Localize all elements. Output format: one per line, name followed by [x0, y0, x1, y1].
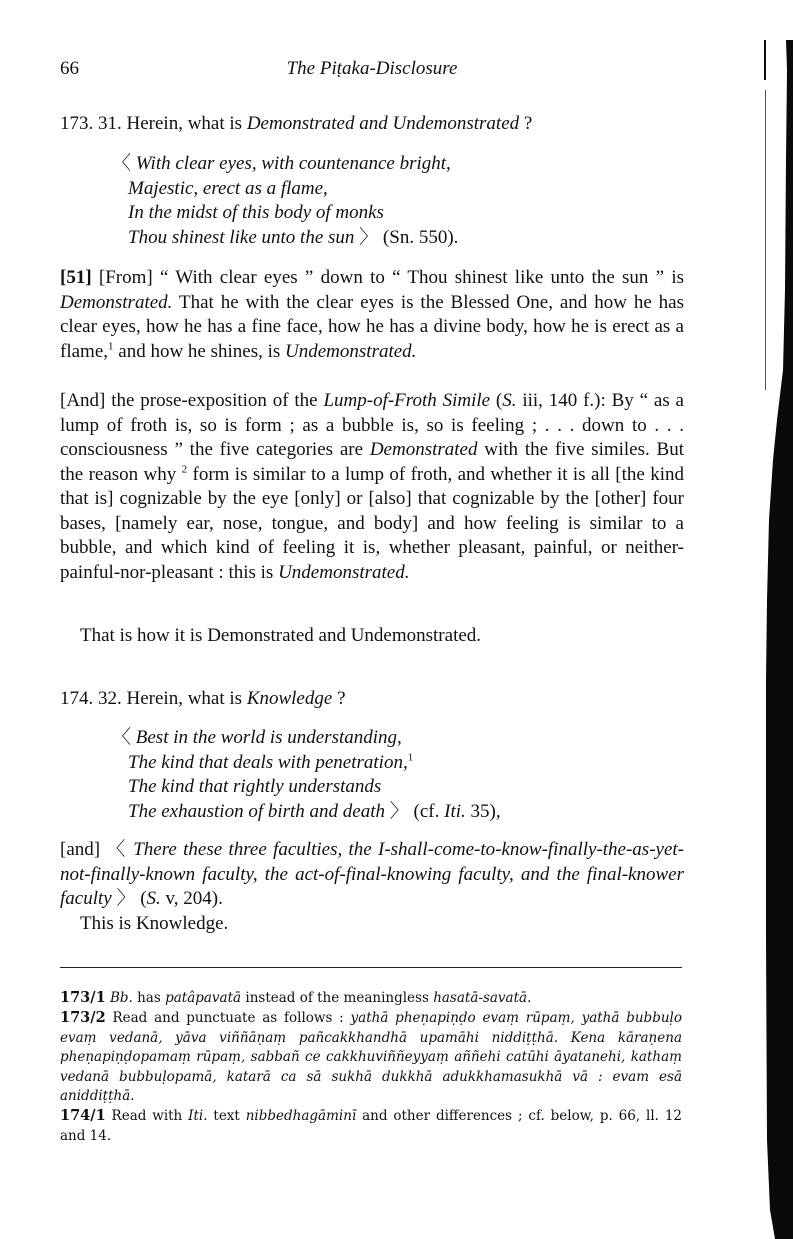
footnote-173-2 — [60, 1008, 682, 1107]
footnote-label: 173/1 — [60, 989, 106, 1006]
fn-text: Bb. — [109, 990, 133, 1006]
term-demonstrated: Demonstrated — [369, 439, 478, 460]
fn-text: yathā pheṇapiṇḍo evaṃ rūpaṃ, yathā bubbuḷo evaṃ vedanā, yāva viññāṇaṃ pañcakkhandhā upamāhi niddiṭṭhā. Kena kāraṇena pheṇapiṇḍopamaṃ rūpaṃ, sabbañ ce cakkhuviññeyyaṃ aññehi catūhi āyatanehi, kathaṃ vedanā bubbuḷopamā, katarā ca sā sukhā dukkhā adukkhamasukhā vā : evam esā aniddiṭṭhā. — [60, 1010, 682, 1105]
ref-abbrev: S. — [146, 888, 161, 909]
page-number: 66 — [60, 58, 79, 79]
angle-open: 〈 — [112, 153, 136, 174]
conclusion-174: This is Knowledge. — [80, 913, 229, 934]
heading-term: Demonstrated and Undemonstrated — [246, 113, 520, 134]
fn-text: nibbedhagāminī — [245, 1108, 357, 1124]
verse-reference: (Sn. 550). — [382, 226, 459, 248]
work-title: Lump-of-Froth Simile — [323, 390, 491, 411]
para-text: [and] 〈 — [60, 839, 134, 860]
para-text: v, 204). — [160, 888, 223, 909]
footnote-173-1 — [60, 988, 682, 1009]
quoted-passage: There these three faculties, the I-shall-come-to-know-finally-the-as-yet-not-finally-known faculty, the act-of-final-knowing faculty, and the final-knower faculty — [60, 839, 685, 909]
fn-text: hasatā-savatā — [433, 990, 528, 1006]
para-text: That he with the clear eyes is the Blessed One, and how he has clear eyes, how he has a fine face, how he has a divine body, how he is erect as a flame, — [60, 291, 684, 362]
page-edge-shadow — [753, 40, 793, 1239]
verse-line: The exhaustion of birth and death — [128, 800, 386, 822]
para-text: [From] “ With clear eyes ” down to “ Thou shinest like unto the sun ” is — [91, 267, 684, 288]
verse-reference: (cf. — [413, 800, 445, 822]
page-marker: [51] — [60, 267, 92, 288]
para-text: 〉 ( — [111, 888, 147, 909]
term-undemonstrated: Undemonstrated. — [278, 561, 410, 583]
running-title: The Piṭaka-Disclosure — [286, 58, 458, 79]
heading-text: 174. 32. Herein, what is — [60, 688, 247, 709]
fn-text: and other differences ; cf. below, p. 66, ll. 12 and 14. — [60, 1108, 682, 1144]
reference-work: Iti. — [444, 800, 466, 822]
verse-line: Majestic, erect as a flame, — [128, 177, 328, 199]
heading-term: Knowledge — [246, 688, 333, 709]
paragraph-174-1 — [60, 838, 684, 912]
footnote-ref[interactable]: 2 — [181, 463, 188, 476]
fn-text: Iti. — [188, 1108, 208, 1124]
angle-close: 〉 — [354, 226, 383, 248]
fn-text: Read and punctuate as follows : — [105, 1010, 351, 1026]
footnote-label: 173/2 — [60, 1009, 106, 1026]
footnote-divider — [60, 967, 682, 968]
verse-line: The kind that deals with penetration, — [128, 751, 408, 773]
section-174-heading — [60, 687, 684, 712]
running-header — [60, 58, 684, 86]
verse-reference: 35), — [465, 800, 501, 822]
para-text: form is similar to a lump of froth, and whether it is all [the kind that is] cognizable by the eye [only] or [also] that cognizable by the [other] four bases, [namely ear, nose, tongue, and body] and how feeling is similar to a bubble, and which kind of feeling it is, whether pleasant, painful, or neither-painful-nor-pleasant : this is — [60, 463, 684, 583]
para-text: ( — [490, 390, 503, 411]
heading-suffix: ? — [519, 113, 533, 134]
para-text: with the five similes. But the reason why — [60, 439, 684, 485]
section-173-heading — [60, 112, 684, 137]
paragraph-173-1 — [60, 266, 684, 364]
para-text: [And] the prose-exposition of the — [60, 390, 324, 411]
fn-text: . — [527, 990, 532, 1006]
verse-173 — [112, 152, 458, 250]
footnote-ref[interactable]: 1 — [108, 340, 114, 353]
heading-suffix: ? — [332, 688, 346, 709]
fn-text: patâpavatā — [165, 990, 242, 1006]
term-demonstrated: Demonstrated. — [60, 291, 173, 313]
angle-close: 〉 — [385, 800, 414, 822]
para-text: and how he shines, is — [113, 340, 286, 362]
fn-text: instead of the meaningless — [241, 990, 434, 1006]
ref-abbrev: S. — [502, 390, 517, 411]
footnote-174-1 — [60, 1106, 682, 1146]
verse-line: Best in the world is understanding, — [135, 727, 402, 748]
fn-text: has — [132, 990, 166, 1006]
footnote-ref[interactable]: 1 — [407, 751, 414, 764]
para-text: iii, 140 f.): By “ as a lump of froth is, so is form ; as a bubble is, so is feeling ; . . . down to . . . consciousness ” the five categories are — [60, 390, 684, 460]
verse-line: With clear eyes, with countenance bright, — [135, 153, 451, 174]
fn-text: text — [207, 1108, 246, 1124]
angle-open: 〈 — [112, 727, 136, 748]
heading-text: 173. 31. Herein, what is — [60, 113, 247, 134]
footnote-label: 174/1 — [60, 1107, 106, 1124]
verse-174 — [112, 726, 501, 824]
paragraph-173-2 — [60, 389, 684, 585]
verse-line: The kind that rightly understands — [128, 776, 382, 797]
verse-line: Thou shinest like unto the sun — [128, 226, 355, 248]
term-undemonstrated: Undemonstrated. — [285, 340, 417, 362]
fn-text: Read with — [105, 1108, 189, 1124]
verse-line: In the midst of this body of monks — [128, 202, 384, 223]
conclusion-173: That is how it is Demonstrated and Undemonstrated. — [80, 625, 482, 646]
